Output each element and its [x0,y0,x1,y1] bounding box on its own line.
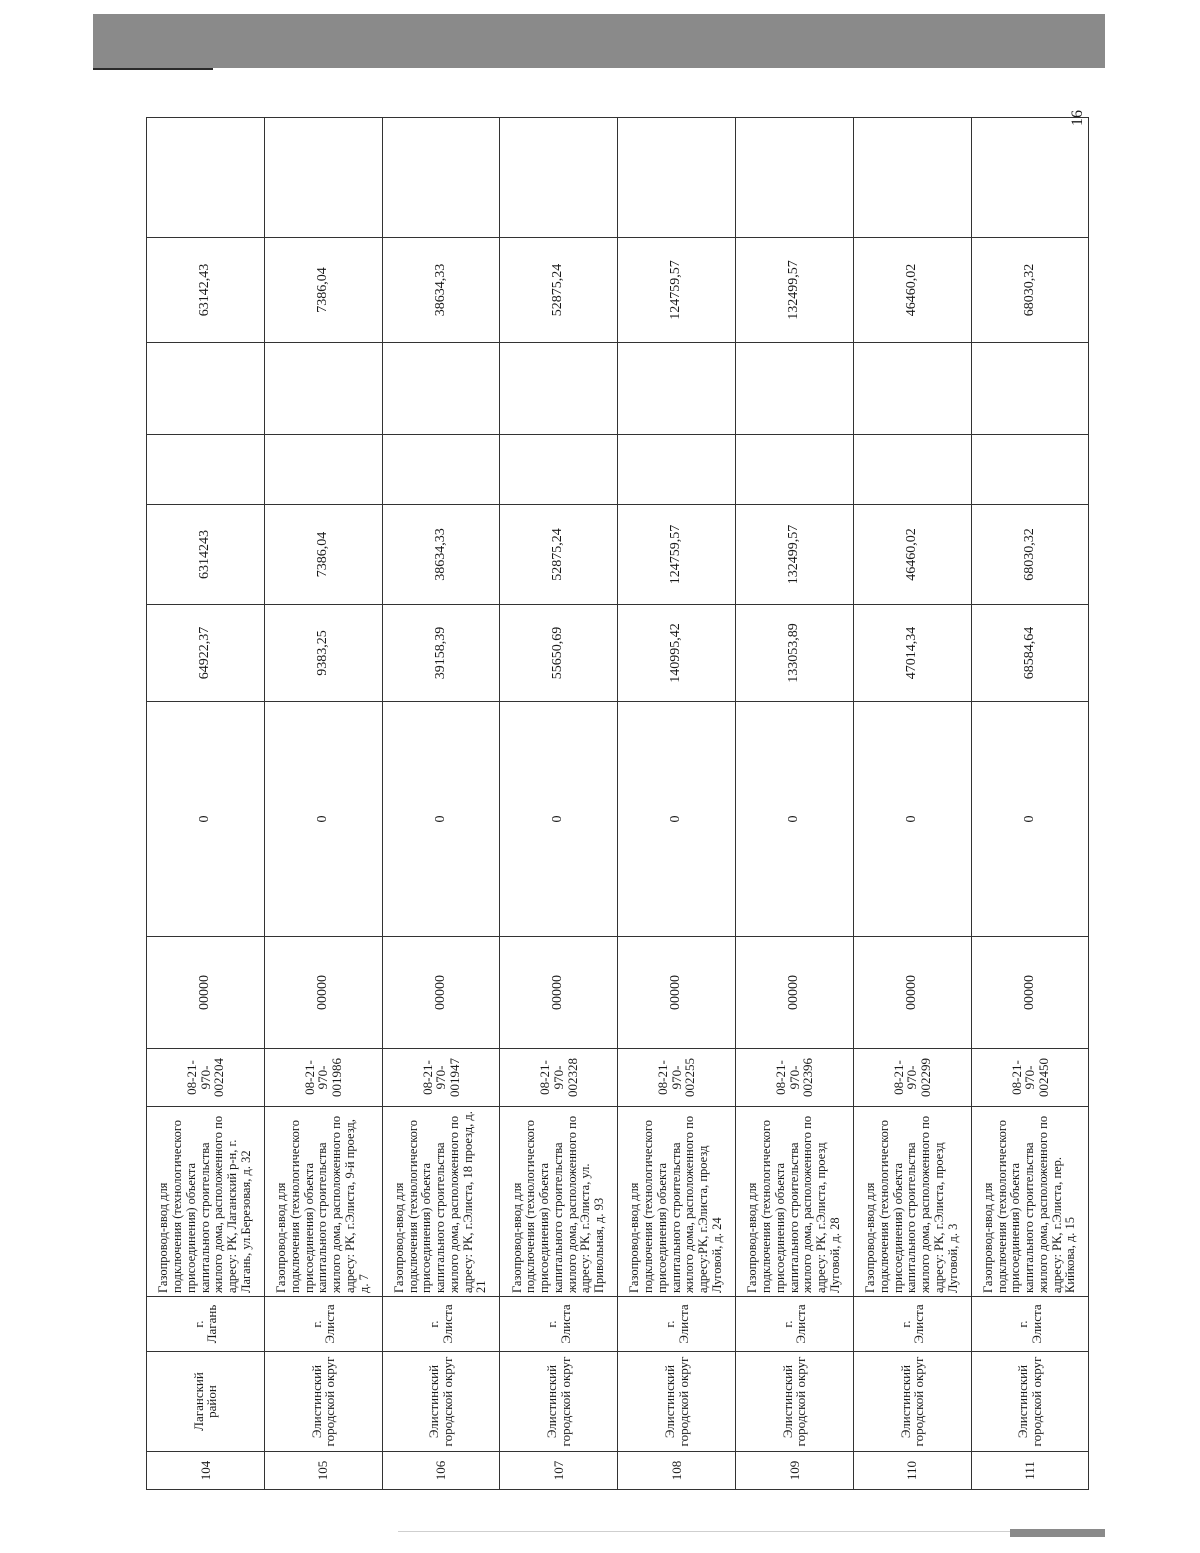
empty-cell-c [735,118,853,238]
zeros-code-cell: 00000 [971,937,1089,1049]
total-amount-cell: 39158,39 [382,605,500,702]
final-amount-cell: 132499,57 [735,238,853,343]
registry-table-wrapper [146,118,1089,1490]
final-amount-cell: 46460,02 [853,238,971,343]
final-amount-cell: 63142,43 [147,238,265,343]
empty-cell-a [971,435,1089,505]
zeros-code-cell: 00000 [500,937,618,1049]
empty-cell-c [971,118,1089,238]
district-cell: Элистинский городской округ [971,1352,1089,1452]
zeros-code-cell: 00000 [735,937,853,1049]
row-number: 109 [735,1452,853,1490]
description-cell: Газопровод-ввод для подключения (технологического присоединения) объекта капитального строительства жилого дома, расположенного по адресу: РК, г.Элиста, 9-й проезд, д. 7 [264,1107,382,1297]
empty-cell-a [264,435,382,505]
table-row [500,118,618,1490]
base-amount-cell: 46460,02 [853,505,971,605]
final-amount-cell: 68030,32 [971,238,1089,343]
district-cell: Элистинский городской округ [735,1352,853,1452]
total-amount-cell: 64922,37 [147,605,265,702]
table-row [971,118,1089,1490]
empty-cell-b [264,343,382,435]
district-cell: Элистинский городской округ [853,1352,971,1452]
final-amount-cell: 124759,57 [618,238,736,343]
description-cell: Газопровод-ввод для подключения (технологического присоединения) объекта капитального строительства жилого дома, расположенного по адресу: РК, г.Элиста, 18 проезд, д. 21 [382,1107,500,1297]
scan-footer-line [398,1531,1010,1532]
description-cell: Газопровод-ввод для подключения (технологического присоединения) объекта капитального строительства жилого дома, расположенного по адресу: РК, г.Элиста, пер. Кийкова, д. 15 [971,1107,1089,1297]
zeros-code-cell: 00000 [264,937,382,1049]
zero-value-cell: 0 [264,702,382,937]
description-cell: Газопровод-ввод для подключения (технологического присоединения) объекта капитального строительства жилого дома, расположенного по адресу: РК, г.Элиста, проезд Луговой, д. 28 [735,1107,853,1297]
application-code-cell: 08-21-970-002328 [500,1049,618,1107]
zeros-code-cell: 00000 [618,937,736,1049]
final-amount-cell: 7386,04 [264,238,382,343]
description-cell: Газопровод-ввод для подключения (технологического присоединения) объекта капитального строительства жилого дома, расположенного по адресу: РК, г.Элиста, проезд Луговой, д. 3 [853,1107,971,1297]
application-code-cell: 08-21-970-002204 [147,1049,265,1107]
page-number: 16 [1069,110,1086,126]
district-cell: Элистинский городской округ [618,1352,736,1452]
application-code-cell: 08-21-970-001986 [264,1049,382,1107]
empty-cell-b [382,343,500,435]
empty-cell-b [500,343,618,435]
table-row [382,118,500,1490]
city-cell: г. Элиста [971,1297,1089,1352]
empty-cell-b [853,343,971,435]
total-amount-cell: 140995,42 [618,605,736,702]
row-number: 110 [853,1452,971,1490]
row-number: 107 [500,1452,618,1490]
application-code-cell: 08-21-970-002396 [735,1049,853,1107]
table-row [147,118,265,1490]
base-amount-cell: 52875,24 [500,505,618,605]
zeros-code-cell: 00000 [853,937,971,1049]
city-cell: г. Элиста [735,1297,853,1352]
application-code-cell: 08-21-970-001947 [382,1049,500,1107]
row-number: 105 [264,1452,382,1490]
district-cell: Элистинский городской округ [382,1352,500,1452]
base-amount-cell: 7386,04 [264,505,382,605]
empty-cell-a [853,435,971,505]
base-amount-cell: 38634,33 [382,505,500,605]
zeros-code-cell: 00000 [382,937,500,1049]
table-row [618,118,736,1490]
empty-cell-a [382,435,500,505]
empty-cell-a [735,435,853,505]
final-amount-cell: 38634,33 [382,238,500,343]
base-amount-cell: 6314243 [147,505,265,605]
row-number: 106 [382,1452,500,1490]
total-amount-cell: 55650,69 [500,605,618,702]
application-code-cell: 08-21-970-002450 [971,1049,1089,1107]
city-cell: г. Элиста [618,1297,736,1352]
total-amount-cell: 133053,89 [735,605,853,702]
table-row [735,118,853,1490]
base-amount-cell: 132499,57 [735,505,853,605]
zero-value-cell: 0 [500,702,618,937]
base-amount-cell: 124759,57 [618,505,736,605]
empty-cell-c [853,118,971,238]
empty-cell-a [500,435,618,505]
empty-cell-c [500,118,618,238]
city-cell: г. Элиста [853,1297,971,1352]
empty-cell-c [618,118,736,238]
empty-cell-b [735,343,853,435]
district-cell: Элистинский городской округ [500,1352,618,1452]
scan-header-bar [93,14,1105,68]
application-code-cell: 08-21-970-002299 [853,1049,971,1107]
zero-value-cell: 0 [618,702,736,937]
zero-value-cell: 0 [147,702,265,937]
zero-value-cell: 0 [853,702,971,937]
registry-table [146,117,1089,1490]
scan-footer-bar [1010,1529,1105,1537]
zero-value-cell: 0 [971,702,1089,937]
base-amount-cell: 68030,32 [971,505,1089,605]
total-amount-cell: 68584,64 [971,605,1089,702]
table-row [264,118,382,1490]
row-number: 111 [971,1452,1089,1490]
city-cell: г. Элиста [500,1297,618,1352]
total-amount-cell: 47014,34 [853,605,971,702]
scan-header-edge [93,68,213,70]
empty-cell-b [147,343,265,435]
row-number: 108 [618,1452,736,1490]
city-cell: г. Элиста [382,1297,500,1352]
city-cell: г. Лагань [147,1297,265,1352]
empty-cell-a [618,435,736,505]
zero-value-cell: 0 [735,702,853,937]
empty-cell-b [971,343,1089,435]
description-cell: Газопровод-ввод для подключения (технологического присоединения) объекта капитального строительства жилого дома, расположенного по адресу: РК, Лаганский р-н, г. Лагань, ул.Березовая, д. 32 [147,1107,265,1297]
empty-cell-c [147,118,265,238]
description-cell: Газопровод-ввод для подключения (технологического присоединения) объекта капитального строительства жилого дома, расположенного по адресу: РК, г.Элиста, ул. Привольная, д. 93 [500,1107,618,1297]
zero-value-cell: 0 [382,702,500,937]
registry-table-rotated [146,118,1089,1490]
empty-cell-b [618,343,736,435]
table-row [853,118,971,1490]
empty-cell-c [382,118,500,238]
final-amount-cell: 52875,24 [500,238,618,343]
zeros-code-cell: 00000 [147,937,265,1049]
city-cell: г. Элиста [264,1297,382,1352]
application-code-cell: 08-21-970-002255 [618,1049,736,1107]
empty-cell-c [264,118,382,238]
total-amount-cell: 9383,25 [264,605,382,702]
row-number: 104 [147,1452,265,1490]
district-cell: Элистинский городской округ [264,1352,382,1452]
description-cell: Газопровод-ввод для подключения (технологического присоединения) объекта капитального строительства жилого дома, расположенного по адресу:РК, г.Элиста, проезд Луговой, д. 24 [618,1107,736,1297]
empty-cell-a [147,435,265,505]
district-cell: Лаганский район [147,1352,265,1452]
